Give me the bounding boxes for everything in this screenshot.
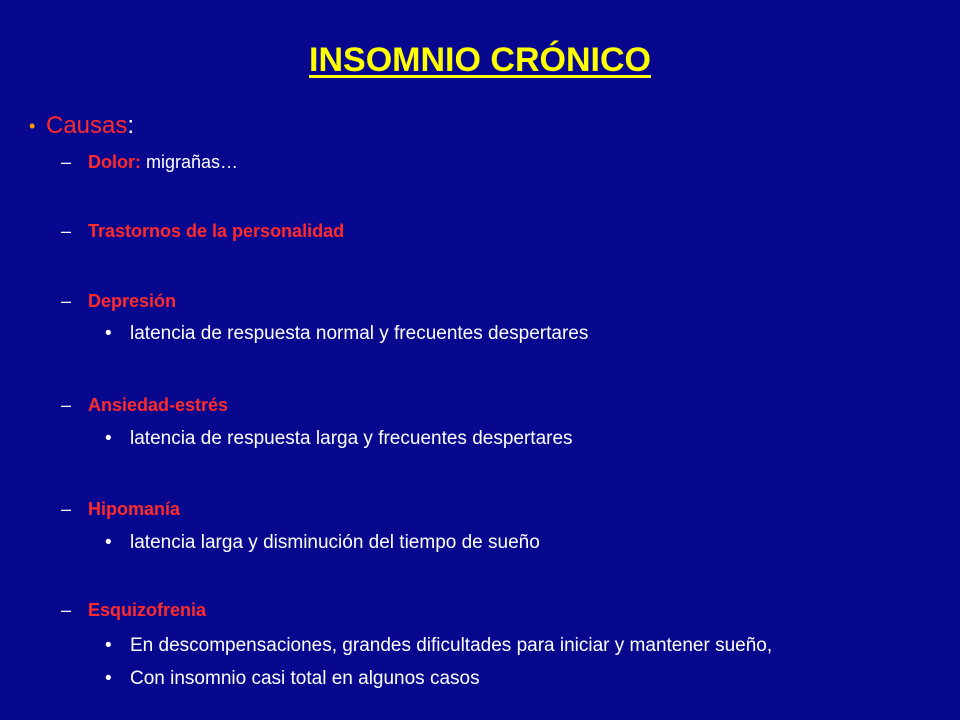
detail-text: latencia de respuesta larga y frecuentes despertares	[130, 428, 573, 449]
cause-heading: Esquizofrenia	[88, 600, 207, 620]
cause-heading: Trastornos de la personalidad	[88, 221, 345, 241]
cause-detail-bullet	[105, 322, 588, 346]
detail-text: latencia de respuesta normal y frecuentes despertares	[130, 323, 589, 344]
cause-dash: –	[61, 600, 72, 620]
cause-dash: –	[61, 291, 72, 311]
cause-heading: Depresión	[88, 291, 177, 311]
cause-detail-bullet	[105, 634, 772, 658]
cause-heading: Dolor:	[88, 152, 141, 172]
detail-bullet: •	[105, 428, 112, 449]
detail-bullet: •	[105, 532, 112, 553]
cause-dash: –	[61, 221, 72, 241]
cause-item-depresion	[61, 289, 176, 313]
cause-detail-bullet	[105, 531, 540, 555]
cause-detail-bullet	[105, 427, 573, 451]
detail-bullet: •	[105, 668, 112, 689]
causes-line	[29, 110, 134, 142]
cause-item-hipomania	[61, 497, 180, 521]
cause-item-esquizofrenia	[61, 598, 206, 622]
cause-item-ansiedad	[61, 393, 228, 417]
cause-dash: –	[61, 499, 72, 519]
cause-heading: Hipomanía	[88, 499, 181, 519]
detail-text: En descompensaciones, grandes dificultades para iniciar y mantener sueño,	[130, 635, 773, 656]
slide-title-text: INSOMNIO CRÓNICO	[309, 41, 651, 79]
causes-label: Causas	[46, 112, 128, 139]
cause-dash: –	[61, 152, 72, 172]
detail-bullet: •	[105, 323, 112, 344]
detail-bullet: •	[105, 635, 112, 656]
cause-item-personalidad	[61, 219, 344, 243]
cause-dash: –	[61, 395, 72, 415]
cause-item-dolor	[61, 150, 238, 174]
cause-heading: Ansiedad-estrés	[88, 395, 229, 415]
causes-bullet: •	[29, 116, 36, 136]
cause-detail: migrañas…	[141, 152, 239, 172]
detail-text: Con insomnio casi total en algunos casos	[130, 668, 480, 689]
slide-title	[0, 37, 960, 83]
detail-text: latencia larga y disminución del tiempo de sueño	[130, 532, 540, 553]
cause-detail-bullet	[105, 667, 480, 691]
causes-colon: :	[127, 112, 135, 139]
